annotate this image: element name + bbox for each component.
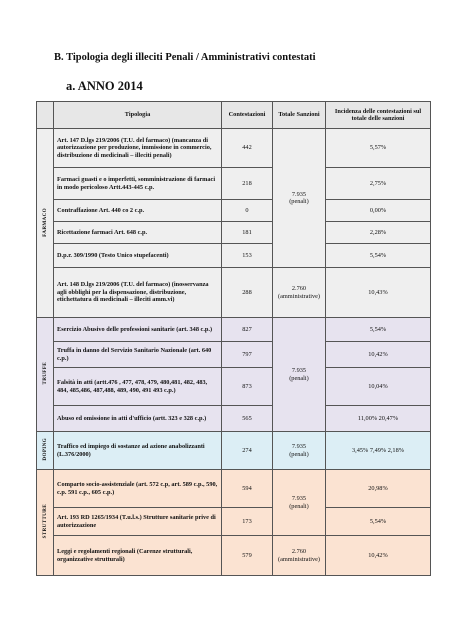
tipologia-cell: Truffa in danno del Servizio Sanitario Nazionale (art. 640 c.p.): [54, 342, 222, 368]
totale-kind: (amministrative): [278, 292, 320, 300]
category-label-strutture: STRUTTURE: [37, 470, 54, 576]
tipologia-cell: D.p.r. 309/1990 (Testo Unico stupefacenti): [54, 244, 222, 268]
incidenza-header: Incidenza delle contestazioni sul totale delle sanzioni: [326, 102, 431, 129]
contestazioni-header: Contestazioni: [222, 102, 273, 129]
incidenza-cell: 5,57%: [326, 129, 431, 168]
totale-kind: (amministrative): [278, 555, 320, 563]
incidenza-cell: 2,75%: [326, 168, 431, 200]
totale-kind: (penali): [289, 502, 309, 510]
tipologia-cell: Traffico ed impiego di sostanze ad azione anabolizzanti (L.376/2000): [54, 432, 222, 470]
contestazioni-cell: 565: [222, 406, 273, 432]
contestazioni-cell: 173: [222, 508, 273, 536]
category-label-farmaco: FARMACO: [37, 129, 54, 318]
table-row: [37, 168, 431, 200]
totale-kind: (penali): [289, 450, 309, 458]
incidenza-cell: 5,54%: [326, 318, 431, 342]
totale-cell: [273, 129, 326, 268]
incidenza-cell: 11,00% 20,47%: [326, 406, 431, 432]
contestazioni-cell: 797: [222, 342, 273, 368]
tipologia-cell: Falsità in atti (artt.476 , 477, 478, 479, 480,481, 482, 483, 484, 485,486, 487,488, 489, 490, 491 493 c.p.): [54, 368, 222, 406]
incidenza-cell: 20,98%: [326, 470, 431, 508]
table-row: [37, 470, 431, 508]
totale-value: 2.760: [291, 285, 307, 293]
incidenza-cell: 10,43%: [326, 268, 431, 318]
incidenza-cell: 10,42%: [326, 342, 431, 368]
table-row: [37, 536, 431, 576]
illeciti-table: [36, 101, 431, 576]
table-row: [37, 200, 431, 222]
totale-cell: [273, 318, 326, 432]
incidenza-cell: 2,28%: [326, 222, 431, 244]
contestazioni-cell: 594: [222, 470, 273, 508]
tipologia-header: Tipologia: [54, 102, 222, 129]
table-row: [37, 268, 431, 318]
totale-kind: (penali): [289, 198, 309, 205]
table-row: [37, 368, 431, 406]
incidenza-cell: 10,42%: [326, 536, 431, 576]
table-row: [37, 318, 431, 342]
tipologia-cell: Contraffazione Art. 440 co 2 c.p.: [54, 200, 222, 222]
table-row: [37, 222, 431, 244]
contestazioni-cell: 442: [222, 129, 273, 168]
contestazioni-cell: 827: [222, 318, 273, 342]
incidenza-cell: 5,54%: [326, 508, 431, 536]
tipologia-cell: Leggi e regolamenti regionali (Carenze strutturali, organizzative strutturali): [54, 536, 222, 576]
incidenza-cell: 5,54%: [326, 244, 431, 268]
section-heading: B. Tipologia degli illeciti Penali / Amministrativi contestati: [54, 52, 316, 63]
table-row: [37, 342, 431, 368]
totale-cell: [273, 536, 326, 576]
contestazioni-cell: 579: [222, 536, 273, 576]
totale-cell: [273, 268, 326, 318]
tipologia-cell: Farmaci guasti e o imperfetti, somministrazione di farmaci in modo pericoloso Artt.443-445 c.p.: [54, 168, 222, 200]
totale-cell: [273, 432, 326, 470]
incidenza-cell: 10,04%: [326, 368, 431, 406]
table-header-row: [37, 102, 431, 129]
contestazioni-cell: 181: [222, 222, 273, 244]
tipologia-cell: Abuso ed omissione in atti d'ufficio (artt. 323 e 328 c.p.): [54, 406, 222, 432]
incidenza-cell: 3,45% 7,49% 2,18%: [326, 432, 431, 470]
totale-value: 7.935: [291, 443, 307, 451]
table-row: [37, 406, 431, 432]
contestazioni-cell: 0: [222, 200, 273, 222]
totale-value: 7.935: [291, 495, 307, 503]
contestazioni-cell: 288: [222, 268, 273, 318]
totale-value: 7.935: [291, 367, 307, 375]
contestazioni-cell: 218: [222, 168, 273, 200]
totale-cell: [273, 470, 326, 536]
tipologia-cell: Art. 147 D.lgs 219/2006 (T.U. del farmaco) (mancanza di autorizzazione per produzione, immissione in commercio, distribuzione di medicinali – illeciti penali): [54, 129, 222, 168]
tipologia-cell: Esercizio Abusivo delle professioni sanitarie (art. 348 c.p.): [54, 318, 222, 342]
contestazioni-cell: 274: [222, 432, 273, 470]
contestazioni-cell: 153: [222, 244, 273, 268]
category-header: [37, 102, 54, 129]
totale-value: 2.760: [291, 548, 307, 556]
incidenza-cell: 0,00%: [326, 200, 431, 222]
category-label-truffe: TRUFFE: [37, 318, 54, 432]
table-row: [37, 244, 431, 268]
table-row: [37, 508, 431, 536]
table-row: [37, 129, 431, 168]
totale-kind: (penali): [289, 374, 309, 382]
category-label-doping: DOPING: [37, 432, 54, 470]
tipologia-cell: Art. 193 RD 1265/1934 (T.u.l.s.) Strutture sanitarie prive di autorizzazione: [54, 508, 222, 536]
totale-value: 7.935: [291, 190, 307, 198]
tipologia-cell: Comparto socio-assistenziale (art. 572 c.p, art. 589 c.p., 590, c.p. 591 c.p., 605 c.p.): [54, 470, 222, 508]
year-heading: a. ANNO 2014: [66, 79, 143, 93]
tipologia-cell: Ricettazione farmaci Art. 648 c.p.: [54, 222, 222, 244]
contestazioni-cell: 873: [222, 368, 273, 406]
tipologia-cell: Art. 148 D.lgs 219/2006 (T.U. del farmaco) (inosservanza agli obblighi per la dispensazione, distribuzione, etichettatura di medicinali – illeciti amm.vi): [54, 268, 222, 318]
table-row: [37, 432, 431, 470]
totale-header: Totale Sanzioni: [273, 102, 326, 129]
